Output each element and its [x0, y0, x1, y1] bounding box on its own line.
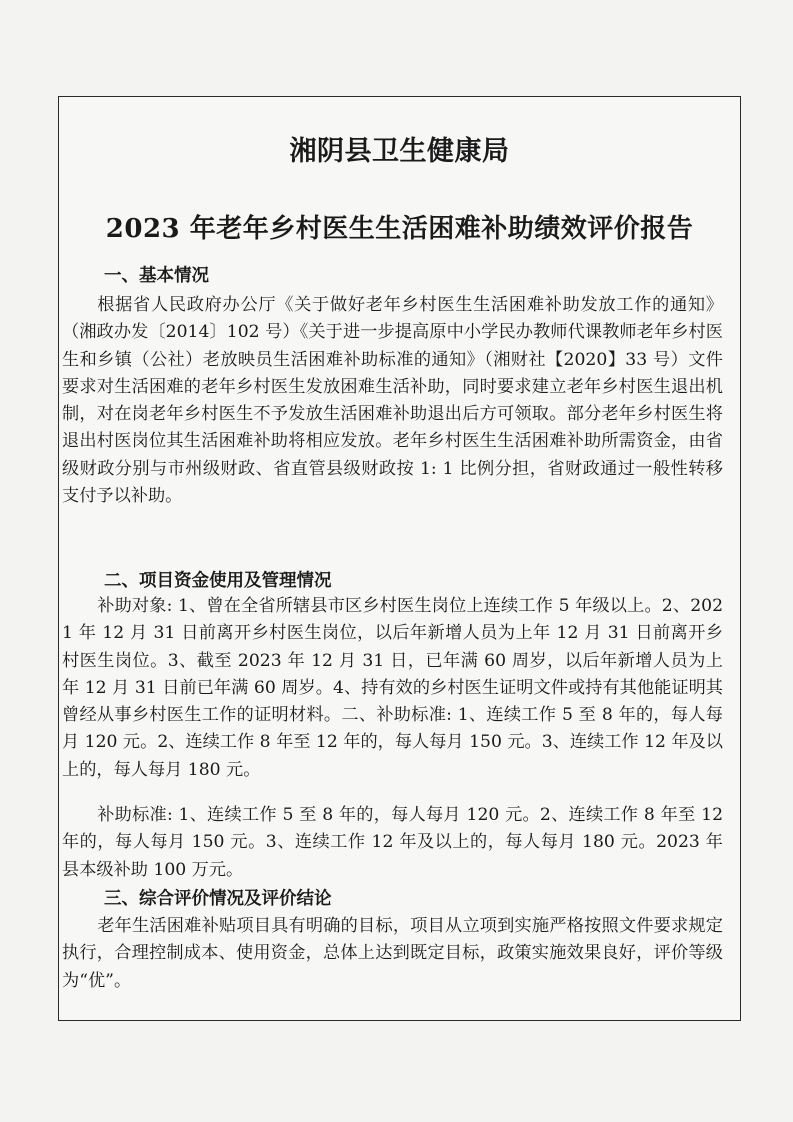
paragraph-subsidy-targets: 补助对象: 1、曾在全省所辖县市区乡村医生岗位上连续工作 5 年级以上。2、2021 年 12 月 31 日前离开乡村医生岗位，以后年新增人员为上年 12 月 31 日前离开乡村医生岗位。3、截至 2023 年 12 月 31 日，已年满 60 周岁，以后年新增人员为上年 12 月 31 日前已年满 60 周岁。4、持有效的乡村医生证明文件或持有其他能证明其曾经从事乡村医生工作的证明材料。二、补助标准: 1、连续工作 5 至 8 年的，每人每月 120 元。2、连续工作 8 年至 12 年的，每人每月 150 元。3、连续工作 12 年及以上的，每人每月 180 元。	[62, 596, 723, 780]
paragraph-basic-info: 根据省人民政府办公厅《关于做好老年乡村医生生活困难补助发放工作的通知》（湘政办发〔2014〕102 号）《关于进一步提高原中小学民办教师代课教师老年乡村医生和乡镇（公社）老放映员生活困难补助标准的通知》（湘财社【2020】33 号）文件要求对生活困难的老年乡村医生发放困难生活补助，同时要求建立老年乡村医生退出机制，对在岗老年乡村医生不予发放生活困难补助退出后方可领取。部分老年乡村医生将退出村医岗位其生活困难补助将相应发放。老年乡村医生生活困难补助所需资金，由省级财政分别与市州级财政、省直管县级财政按 1: 1 比例分担，省财政通过一般性转移支付予以补助。	[62, 295, 723, 507]
section-heading-evaluation: 三、综合评价情况及评价结论	[104, 889, 332, 909]
section-heading-basic-info: 一、基本情况	[104, 266, 209, 286]
section-heading-fund-usage: 二、项目资金使用及管理情况	[104, 571, 332, 591]
agency-title: 湘阴县卫生健康局	[289, 136, 510, 167]
paragraph-evaluation-conclusion: 老年生活困难补贴项目具有明确的目标，项目从立项到实施严格按照文件要求规定执行，合理控制成本、使用资金，总体上达到既定目标，政策实施效果良好，评价等级为“优”。	[62, 916, 723, 991]
paragraph-subsidy-standards: 补助标准: 1、连续工作 5 至 8 年的，每人每月 120 元。2、连续工作 8 年至 12 年的，每人每月 150 元。3、连续工作 12 年及以上的，每人每月 180 元。2023 年县本级补助 100 万元。	[62, 805, 723, 880]
report-title: 2023 年老年乡村医生生活困难补助绩效评价报告	[105, 214, 694, 244]
